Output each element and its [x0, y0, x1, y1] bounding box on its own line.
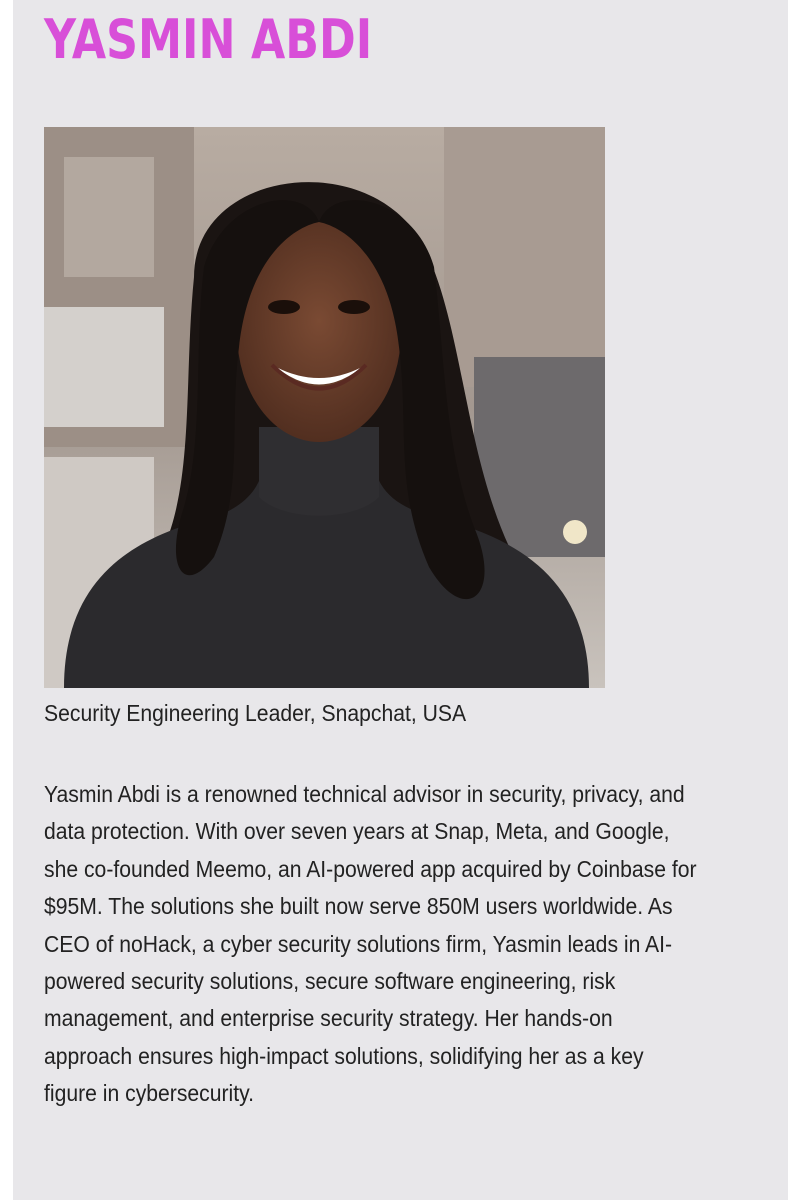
bio-line: data protection. With over seven years at Snap, Meta, and Google,: [44, 818, 670, 845]
bio-line: Yasmin Abdi is a renowned technical advisor in security, privacy, and: [44, 781, 685, 807]
profile-name: YASMIN ABDI: [44, 8, 373, 71]
bio-line: figure in cybersecurity.: [44, 1080, 255, 1107]
bio-line: management, and enterprise security strategy. Her hands-on: [44, 1005, 613, 1032]
bio-line: CEO of noHack, a cyber security solutions firm, Yasmin leads in AI-: [44, 930, 673, 957]
profile-caption: Security Engineering Leader, Snapchat, USA: [44, 700, 467, 726]
profile-photo: [44, 127, 605, 688]
bio-line: approach ensures high-impact solutions, solidifying her as a key: [44, 1042, 644, 1069]
portrait-photo-icon: [44, 127, 605, 688]
profile-bio: [44, 776, 764, 1113]
bio-line: powered security solutions, secure software engineering, risk: [44, 968, 616, 995]
bio-line: she co-founded Meemo, an AI-powered app acquired by Coinbase for: [44, 855, 697, 882]
bio-line: $95M. The solutions she built now serve 850M users worldwide. As: [44, 893, 673, 920]
